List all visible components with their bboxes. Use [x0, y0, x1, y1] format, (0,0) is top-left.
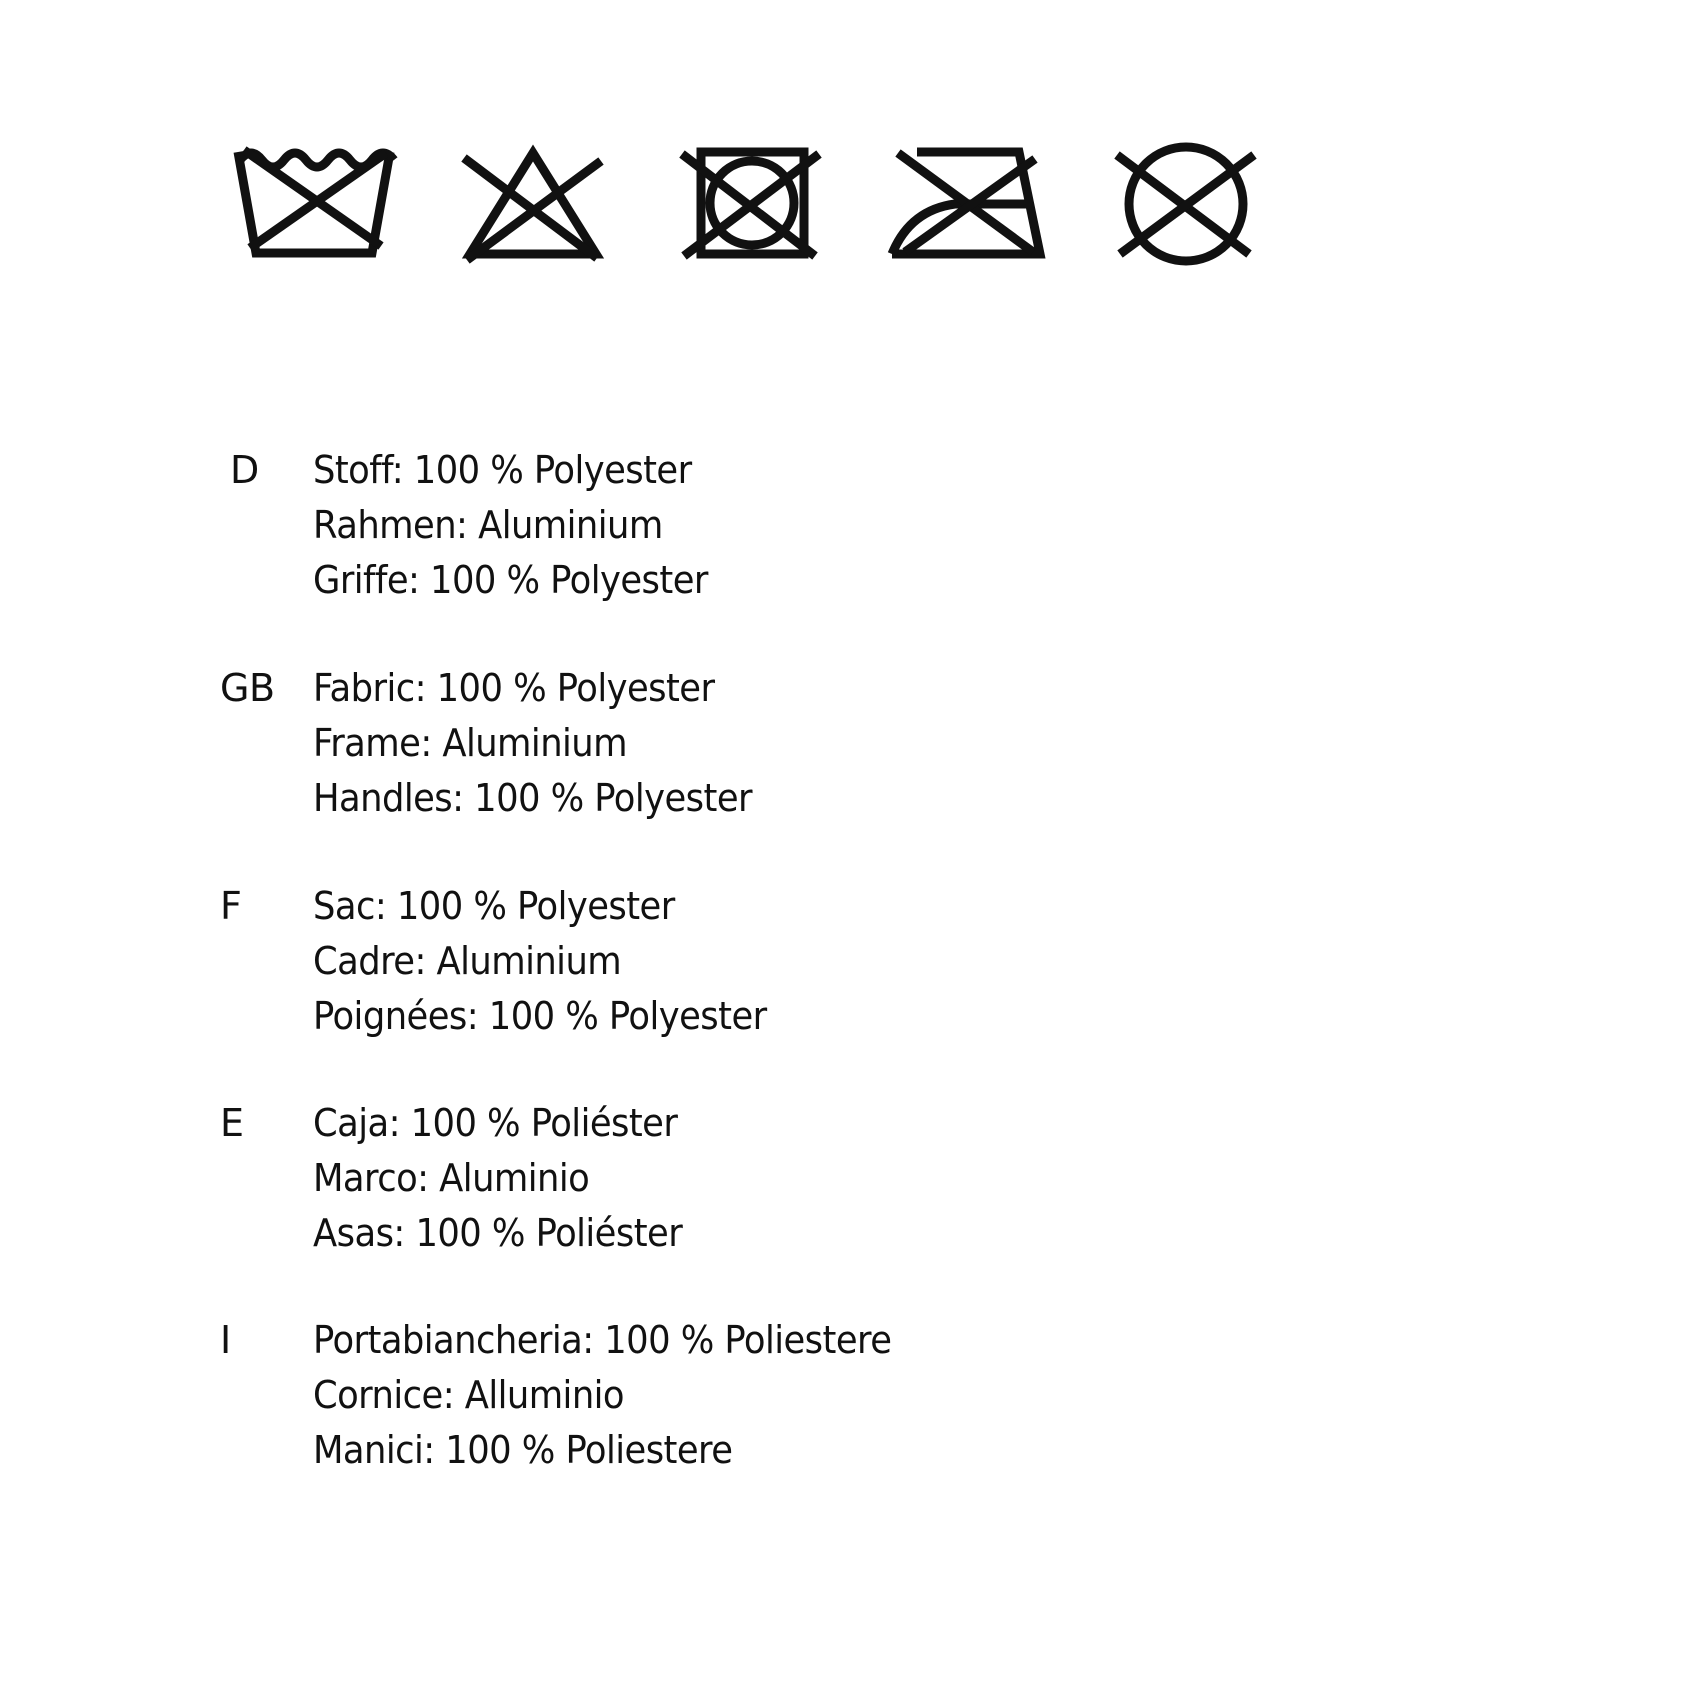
material-lines [313, 661, 785, 826]
material-line: Cornice: Alluminio [313, 1373, 624, 1417]
material-line: Rahmen: Aluminium [313, 503, 663, 547]
material-lines [313, 1096, 710, 1261]
material-line: Asas: 100 % Poliéster [313, 1211, 683, 1255]
language-code: F [220, 884, 242, 928]
material-line: Poignées: 100 % Polyester [313, 994, 767, 1038]
material-lines [313, 879, 801, 1044]
material-line: Griffe: 100 % Polyester [313, 558, 708, 602]
material-line: Portabiancheria: 100 % Poliestere [313, 1318, 892, 1362]
material-line: Caja: 100 % Poliéster [313, 1101, 678, 1145]
material-line: Handles: 100 % Polyester [313, 776, 752, 820]
material-lines [313, 1313, 935, 1478]
language-code: GB [220, 666, 275, 710]
material-lines [313, 443, 738, 608]
language-code: D [230, 448, 259, 492]
material-line: Fabric: 100 % Polyester [313, 666, 715, 710]
material-line: Sac: 100 % Polyester [313, 884, 675, 928]
material-line: Cadre: Aluminium [313, 939, 622, 983]
language-code: E [220, 1101, 244, 1145]
language-code: I [220, 1318, 231, 1362]
material-line: Stoff: 100 % Polyester [313, 448, 692, 492]
material-line: Frame: Aluminium [313, 721, 628, 765]
material-line: Manici: 100 % Poliestere [313, 1428, 733, 1472]
material-line: Marco: Aluminio [313, 1156, 590, 1200]
